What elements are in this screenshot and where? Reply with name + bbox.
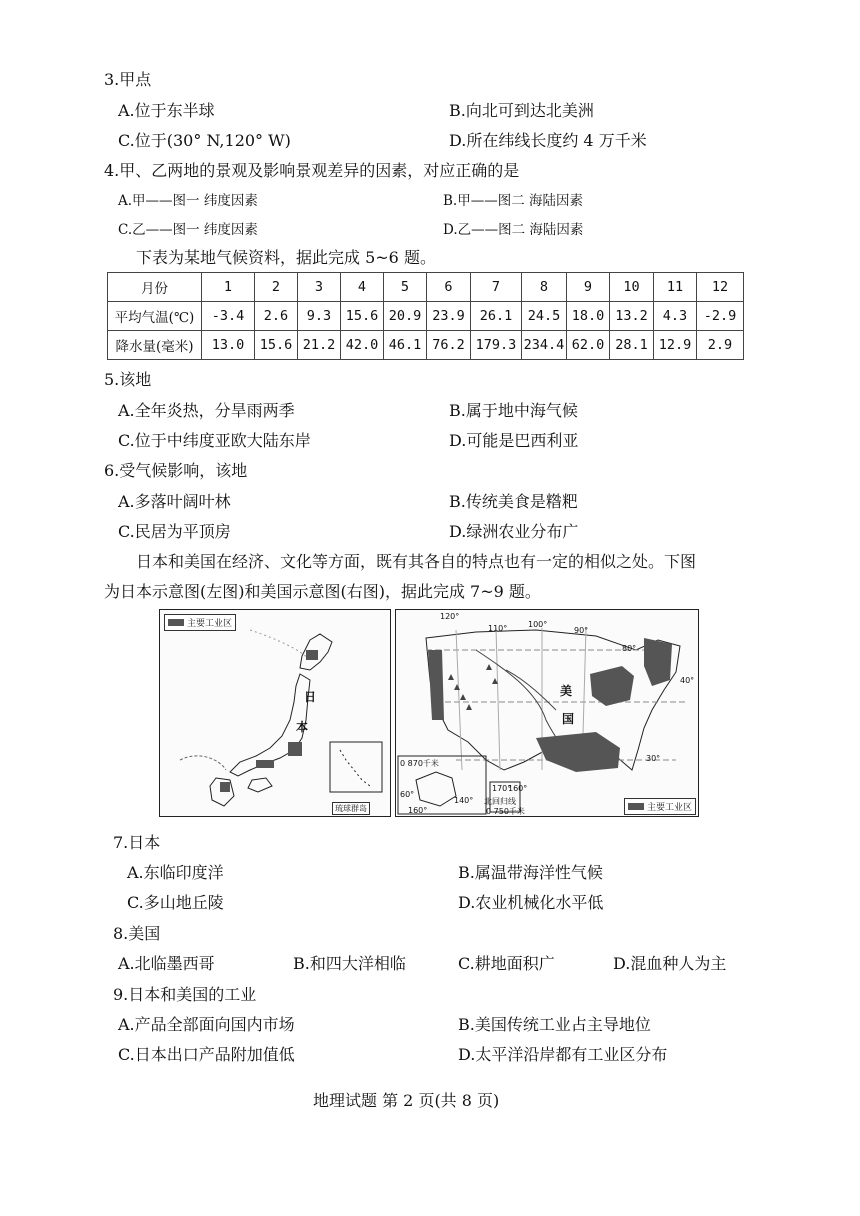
rain-cell: 28.1 bbox=[610, 331, 654, 360]
lat-60: 60° bbox=[400, 790, 415, 799]
page-footer: 地理试题 第 2 页(共 8 页) bbox=[313, 1091, 500, 1110]
rain-cell: 42.0 bbox=[341, 331, 384, 360]
month-cell: 5 bbox=[384, 273, 427, 302]
table-row-months bbox=[108, 273, 744, 302]
usa-legend bbox=[624, 798, 696, 815]
rain-cell: 15.6 bbox=[255, 331, 298, 360]
japan-map bbox=[159, 609, 391, 817]
industry-area bbox=[220, 782, 230, 792]
industry-area bbox=[306, 650, 318, 660]
month-cell: 4 bbox=[341, 273, 384, 302]
temp-cell: 15.6 bbox=[341, 302, 384, 331]
map-intro-line2: 为日本示意图(左图)和美国示意图(右图)，据此完成 7~9 题。 bbox=[104, 582, 541, 601]
q4-option-c: C.乙——图一 纬度因素 bbox=[118, 222, 258, 238]
japan-label-1: 日 bbox=[304, 690, 317, 704]
q5-stem: 5.该地 bbox=[104, 370, 152, 389]
temp-cell: 9.3 bbox=[298, 302, 341, 331]
q7-option-a: A.东临印度洋 bbox=[127, 863, 224, 882]
temp-cell: 23.9 bbox=[427, 302, 471, 331]
temp-cell: 24.5 bbox=[522, 302, 567, 331]
lon-160w: 160° bbox=[508, 784, 528, 793]
legend-label: 主要工业区 bbox=[647, 803, 693, 813]
q9-option-c: C.日本出口产品附加值低 bbox=[118, 1045, 295, 1064]
q3-option-c: C.位于(30° N,120° W) bbox=[118, 131, 291, 150]
industry-area bbox=[536, 732, 620, 772]
usa-map bbox=[395, 609, 699, 817]
us-label-2: 国 bbox=[562, 712, 575, 726]
tropic-label: 北回归线 bbox=[484, 797, 516, 806]
q4-stem: 4.甲、乙两地的景观及影响景观差异的因素，对应正确的是 bbox=[104, 161, 520, 180]
temp-cell: 18.0 bbox=[567, 302, 610, 331]
legend-label: 主要工业区 bbox=[187, 619, 233, 629]
q9-option-b: B.美国传统工业占主导地位 bbox=[458, 1015, 651, 1034]
q4-option-d: D.乙——图二 海陆因素 bbox=[443, 222, 584, 238]
temp-cell: 13.2 bbox=[610, 302, 654, 331]
shikoku-outline bbox=[248, 778, 272, 792]
q4-option-b: B.甲——图二 海陆因素 bbox=[443, 193, 584, 209]
q7-option-c: C.多山地丘陵 bbox=[127, 893, 224, 912]
q7-stem: 7.日本 bbox=[113, 833, 161, 852]
rain-cell: 46.1 bbox=[384, 331, 427, 360]
temp-cell: 20.9 bbox=[384, 302, 427, 331]
q9-option-a: A.产品全部面向国内市场 bbox=[118, 1015, 295, 1034]
q6-stem: 6.受气候影响，该地 bbox=[104, 461, 248, 480]
lat-40: 40° bbox=[680, 676, 695, 685]
japan-map-drawing bbox=[160, 610, 390, 816]
rain-cell: 21.2 bbox=[298, 331, 341, 360]
q6-option-b: B.传统美食是糌粑 bbox=[449, 492, 578, 511]
ryukyu-inset bbox=[330, 742, 382, 792]
lat-30: 30° bbox=[646, 754, 661, 763]
q8-option-c: C.耕地面积广 bbox=[458, 954, 555, 973]
industry-area bbox=[590, 666, 634, 706]
q8-option-b: B.和四大洋相临 bbox=[293, 954, 406, 973]
rain-cell: 234.4 bbox=[522, 331, 567, 360]
q8-stem: 8.美国 bbox=[113, 924, 161, 943]
q6-option-d: D.绿洲农业分布广 bbox=[449, 522, 579, 541]
temp-cell: 2.6 bbox=[255, 302, 298, 331]
rain-cell: 12.9 bbox=[654, 331, 697, 360]
q8-option-a: A.北临墨西哥 bbox=[118, 954, 215, 973]
q8-option-d: D.混血种人为主 bbox=[613, 954, 727, 973]
q5-option-c: C.位于中纬度亚欧大陆东岸 bbox=[118, 431, 311, 450]
alaska-scale: 0 870千米 bbox=[400, 759, 439, 768]
month-cell: 12 bbox=[697, 273, 744, 302]
q9-option-d: D.太平洋沿岸都有工业区分布 bbox=[458, 1045, 668, 1064]
map-intro-line1: 日本和美国在经济、文化等方面，既有其各自的特点也有一定的相似之处。下图 bbox=[136, 552, 697, 571]
rain-cell: 179.3 bbox=[471, 331, 522, 360]
temp-cell: 26.1 bbox=[471, 302, 522, 331]
month-cell: 2 bbox=[255, 273, 298, 302]
q3-stem: 3.甲点 bbox=[104, 70, 152, 89]
hawaii-scale: 0 750千米 bbox=[486, 807, 525, 816]
q3-option-b: B.向北可到达北美洲 bbox=[449, 101, 594, 120]
table-intro: 下表为某地气候资料，据此完成 5~6 题。 bbox=[136, 248, 436, 267]
q7-option-d: D.农业机械化水平低 bbox=[458, 893, 604, 912]
month-cell: 3 bbox=[298, 273, 341, 302]
rain-label: 降水量(毫米) bbox=[108, 331, 202, 360]
mountain-symbols bbox=[448, 664, 498, 710]
industry-area bbox=[256, 760, 274, 768]
legend-swatch bbox=[168, 619, 184, 626]
q9-stem: 9.日本和美国的工业 bbox=[113, 985, 257, 1004]
rain-cell: 13.0 bbox=[202, 331, 255, 360]
table-row-temp bbox=[108, 302, 744, 331]
month-cell: 6 bbox=[427, 273, 471, 302]
lon-80: 80° bbox=[622, 644, 637, 653]
q4-option-a: A.甲——图一 纬度因素 bbox=[118, 193, 258, 209]
japan-legend bbox=[164, 614, 236, 631]
industry-area bbox=[428, 650, 444, 720]
header-label: 月份 bbox=[108, 273, 202, 302]
coast-line bbox=[180, 756, 226, 770]
lon-160: 160° bbox=[408, 806, 428, 815]
q6-option-c: C.民居为平顶房 bbox=[118, 522, 231, 541]
q5-option-d: D.可能是巴西利亚 bbox=[449, 431, 579, 450]
lon-110: 110° bbox=[488, 624, 508, 633]
q3-option-d: D.所在纬线长度约 4 万千米 bbox=[449, 131, 647, 150]
japan-label-2: 本 bbox=[296, 720, 309, 734]
rain-cell: 62.0 bbox=[567, 331, 610, 360]
month-cell: 7 bbox=[471, 273, 522, 302]
q5-option-a: A.全年炎热，分旱雨两季 bbox=[118, 401, 295, 420]
q7-option-b: B.属温带海洋性气候 bbox=[458, 863, 603, 882]
rain-cell: 76.2 bbox=[427, 331, 471, 360]
month-cell: 10 bbox=[610, 273, 654, 302]
lon-100: 100° bbox=[528, 620, 548, 629]
lon-90: 90° bbox=[574, 626, 589, 635]
industry-area bbox=[644, 638, 672, 686]
month-cell: 11 bbox=[654, 273, 697, 302]
q3-option-a: A.位于东半球 bbox=[118, 101, 215, 120]
lon-140: 140° bbox=[454, 796, 474, 805]
us-label-1: 美 bbox=[560, 684, 573, 698]
ryukyu-label: 琉球群岛 bbox=[332, 802, 370, 815]
usa-map-drawing bbox=[396, 610, 698, 816]
q6-option-a: A.多落叶阔叶林 bbox=[118, 492, 231, 511]
industry-area bbox=[288, 742, 302, 756]
q5-option-b: B.属于地中海气候 bbox=[449, 401, 578, 420]
month-cell: 1 bbox=[202, 273, 255, 302]
temp-cell: -3.4 bbox=[202, 302, 255, 331]
month-cell: 8 bbox=[522, 273, 567, 302]
legend-swatch bbox=[628, 803, 644, 810]
climate-table bbox=[107, 272, 744, 360]
lon-120: 120° bbox=[440, 612, 460, 621]
month-cell: 9 bbox=[567, 273, 610, 302]
lon-170: 170° bbox=[492, 784, 512, 793]
table-row-rain bbox=[108, 331, 744, 360]
temp-cell: -2.9 bbox=[697, 302, 744, 331]
temp-cell: 4.3 bbox=[654, 302, 697, 331]
rain-cell: 2.9 bbox=[697, 331, 744, 360]
temp-label: 平均气温(℃) bbox=[108, 302, 202, 331]
